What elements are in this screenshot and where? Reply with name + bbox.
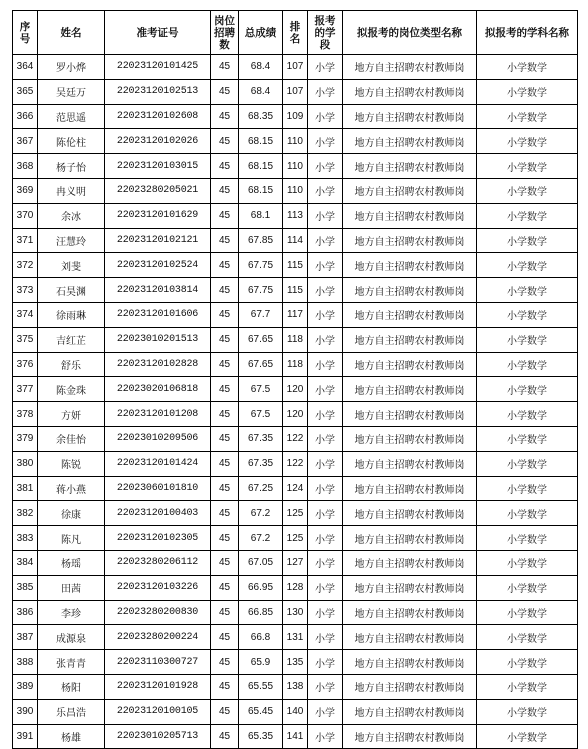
cell-seq: 387 — [13, 625, 38, 650]
cell-posts: 45 — [211, 526, 239, 551]
cell-score: 67.7 — [239, 302, 283, 327]
cell-name: 罗小烨 — [38, 55, 105, 80]
table-row — [13, 550, 578, 575]
table-row — [13, 129, 578, 154]
cell-score: 67.5 — [239, 377, 283, 402]
cell-name: 汪慧玲 — [38, 228, 105, 253]
cell-name: 陈凡 — [38, 526, 105, 551]
cell-post-type: 地方自主招聘农村教师岗 — [343, 674, 477, 699]
cell-score: 67.2 — [239, 526, 283, 551]
cell-stage: 小学 — [308, 625, 343, 650]
cell-score: 66.85 — [239, 600, 283, 625]
header-score: 总成绩 — [239, 11, 283, 55]
cell-rank: 122 — [283, 451, 308, 476]
cell-rank: 141 — [283, 724, 308, 749]
cell-post-type: 地方自主招聘农村教师岗 — [343, 278, 477, 303]
cell-subject: 小学数学 — [477, 699, 578, 724]
cell-subject: 小学数学 — [477, 228, 578, 253]
cell-posts: 45 — [211, 724, 239, 749]
results-table — [12, 10, 578, 749]
cell-subject: 小学数学 — [477, 104, 578, 129]
cell-stage: 小学 — [308, 278, 343, 303]
cell-exam-id: 22023120101606 — [105, 302, 211, 327]
cell-post-type: 地方自主招聘农村教师岗 — [343, 402, 477, 427]
table-row — [13, 178, 578, 203]
table-row — [13, 402, 578, 427]
cell-posts: 45 — [211, 55, 239, 80]
cell-subject: 小学数学 — [477, 600, 578, 625]
cell-score: 68.4 — [239, 79, 283, 104]
cell-posts: 45 — [211, 228, 239, 253]
cell-stage: 小学 — [308, 203, 343, 228]
cell-score: 67.65 — [239, 352, 283, 377]
table-row — [13, 476, 578, 501]
cell-rank: 127 — [283, 550, 308, 575]
cell-exam-id: 22023120103226 — [105, 575, 211, 600]
cell-name: 范思遥 — [38, 104, 105, 129]
cell-exam-id: 22023120102828 — [105, 352, 211, 377]
header-stage: 报考的学段 — [308, 11, 343, 55]
table-row — [13, 650, 578, 675]
cell-exam-id: 22023110300727 — [105, 650, 211, 675]
cell-post-type: 地方自主招聘农村教师岗 — [343, 426, 477, 451]
cell-exam-id: 22023120101208 — [105, 402, 211, 427]
cell-stage: 小学 — [308, 129, 343, 154]
table-row — [13, 228, 578, 253]
cell-name: 蒋小燕 — [38, 476, 105, 501]
cell-score: 67.35 — [239, 451, 283, 476]
cell-stage: 小学 — [308, 104, 343, 129]
cell-rank: 131 — [283, 625, 308, 650]
cell-stage: 小学 — [308, 154, 343, 179]
cell-seq: 366 — [13, 104, 38, 129]
cell-post-type: 地方自主招聘农村教师岗 — [343, 699, 477, 724]
cell-posts: 45 — [211, 699, 239, 724]
cell-exam-id: 22023120100105 — [105, 699, 211, 724]
cell-rank: 125 — [283, 501, 308, 526]
cell-seq: 368 — [13, 154, 38, 179]
table-row — [13, 674, 578, 699]
cell-score: 67.65 — [239, 327, 283, 352]
cell-subject: 小学数学 — [477, 352, 578, 377]
header-row — [13, 11, 578, 55]
cell-subject: 小学数学 — [477, 302, 578, 327]
cell-posts: 45 — [211, 129, 239, 154]
cell-stage: 小学 — [308, 426, 343, 451]
table-row — [13, 154, 578, 179]
cell-seq: 377 — [13, 377, 38, 402]
cell-name: 成源泉 — [38, 625, 105, 650]
cell-subject: 小学数学 — [477, 178, 578, 203]
cell-rank: 109 — [283, 104, 308, 129]
cell-posts: 45 — [211, 377, 239, 402]
cell-subject: 小学数学 — [477, 203, 578, 228]
cell-exam-id: 22023010205713 — [105, 724, 211, 749]
cell-subject: 小学数学 — [477, 253, 578, 278]
cell-subject: 小学数学 — [477, 674, 578, 699]
cell-subject: 小学数学 — [477, 650, 578, 675]
cell-rank: 128 — [283, 575, 308, 600]
cell-subject: 小学数学 — [477, 575, 578, 600]
cell-posts: 45 — [211, 501, 239, 526]
cell-subject: 小学数学 — [477, 550, 578, 575]
cell-score: 67.5 — [239, 402, 283, 427]
table-row — [13, 426, 578, 451]
cell-subject: 小学数学 — [477, 426, 578, 451]
cell-rank: 110 — [283, 178, 308, 203]
cell-name: 张青青 — [38, 650, 105, 675]
cell-score: 68.15 — [239, 129, 283, 154]
cell-rank: 120 — [283, 377, 308, 402]
cell-seq: 390 — [13, 699, 38, 724]
cell-score: 67.75 — [239, 278, 283, 303]
cell-name: 徐雨琳 — [38, 302, 105, 327]
cell-subject: 小学数学 — [477, 154, 578, 179]
cell-name: 余佳怡 — [38, 426, 105, 451]
cell-rank: 114 — [283, 228, 308, 253]
cell-exam-id: 22023120101629 — [105, 203, 211, 228]
cell-rank: 118 — [283, 327, 308, 352]
cell-subject: 小学数学 — [477, 625, 578, 650]
cell-stage: 小学 — [308, 575, 343, 600]
cell-score: 68.4 — [239, 55, 283, 80]
table-row — [13, 104, 578, 129]
table-row — [13, 327, 578, 352]
cell-subject: 小学数学 — [477, 377, 578, 402]
cell-stage: 小学 — [308, 451, 343, 476]
cell-post-type: 地方自主招聘农村教师岗 — [343, 575, 477, 600]
cell-post-type: 地方自主招聘农村教师岗 — [343, 228, 477, 253]
table-row — [13, 79, 578, 104]
cell-subject: 小学数学 — [477, 501, 578, 526]
cell-seq: 379 — [13, 426, 38, 451]
cell-seq: 388 — [13, 650, 38, 675]
cell-exam-id: 22023120102608 — [105, 104, 211, 129]
cell-stage: 小学 — [308, 600, 343, 625]
cell-post-type: 地方自主招聘农村教师岗 — [343, 203, 477, 228]
cell-name: 方妍 — [38, 402, 105, 427]
cell-post-type: 地方自主招聘农村教师岗 — [343, 104, 477, 129]
header-rank: 排名 — [283, 11, 308, 55]
cell-post-type: 地方自主招聘农村教师岗 — [343, 600, 477, 625]
table-row — [13, 55, 578, 80]
cell-subject: 小学数学 — [477, 476, 578, 501]
header-subject: 拟报考的学科名称 — [477, 11, 578, 55]
cell-rank: 115 — [283, 278, 308, 303]
cell-stage: 小学 — [308, 550, 343, 575]
cell-seq: 378 — [13, 402, 38, 427]
cell-seq: 385 — [13, 575, 38, 600]
cell-stage: 小学 — [308, 79, 343, 104]
cell-subject: 小学数学 — [477, 451, 578, 476]
cell-posts: 45 — [211, 178, 239, 203]
cell-exam-id: 22023010201513 — [105, 327, 211, 352]
cell-exam-id: 22023280205021 — [105, 178, 211, 203]
cell-stage: 小学 — [308, 476, 343, 501]
cell-seq: 374 — [13, 302, 38, 327]
cell-posts: 45 — [211, 674, 239, 699]
cell-exam-id: 22023120103814 — [105, 278, 211, 303]
table-row — [13, 278, 578, 303]
cell-seq: 384 — [13, 550, 38, 575]
cell-exam-id: 22023120101928 — [105, 674, 211, 699]
cell-posts: 45 — [211, 302, 239, 327]
cell-posts: 45 — [211, 154, 239, 179]
cell-rank: 110 — [283, 129, 308, 154]
cell-subject: 小学数学 — [477, 526, 578, 551]
cell-name: 杨雄 — [38, 724, 105, 749]
cell-name: 杨瑶 — [38, 550, 105, 575]
cell-score: 65.55 — [239, 674, 283, 699]
cell-name: 舒乐 — [38, 352, 105, 377]
cell-stage: 小学 — [308, 377, 343, 402]
cell-post-type: 地方自主招聘农村教师岗 — [343, 476, 477, 501]
table-row — [13, 724, 578, 749]
cell-post-type: 地方自主招聘农村教师岗 — [343, 377, 477, 402]
cell-score: 67.2 — [239, 501, 283, 526]
cell-rank: 140 — [283, 699, 308, 724]
cell-subject: 小学数学 — [477, 402, 578, 427]
cell-name: 陈锐 — [38, 451, 105, 476]
cell-posts: 45 — [211, 600, 239, 625]
header-seq: 序号 — [13, 11, 38, 55]
cell-exam-id: 22023120100403 — [105, 501, 211, 526]
cell-name: 杨阳 — [38, 674, 105, 699]
cell-exam-id: 22023010209506 — [105, 426, 211, 451]
cell-posts: 45 — [211, 278, 239, 303]
table-row — [13, 501, 578, 526]
cell-stage: 小学 — [308, 724, 343, 749]
cell-post-type: 地方自主招聘农村教师岗 — [343, 501, 477, 526]
cell-rank: 120 — [283, 402, 308, 427]
cell-exam-id: 22023120103015 — [105, 154, 211, 179]
cell-subject: 小学数学 — [477, 327, 578, 352]
cell-subject: 小学数学 — [477, 724, 578, 749]
cell-post-type: 地方自主招聘农村教师岗 — [343, 302, 477, 327]
cell-posts: 45 — [211, 625, 239, 650]
cell-name: 吴廷万 — [38, 79, 105, 104]
cell-stage: 小学 — [308, 650, 343, 675]
cell-post-type: 地方自主招聘农村教师岗 — [343, 55, 477, 80]
table-row — [13, 699, 578, 724]
cell-post-type: 地方自主招聘农村教师岗 — [343, 79, 477, 104]
cell-posts: 45 — [211, 253, 239, 278]
cell-posts: 45 — [211, 575, 239, 600]
cell-seq: 386 — [13, 600, 38, 625]
cell-exam-id: 22023120102524 — [105, 253, 211, 278]
cell-posts: 45 — [211, 426, 239, 451]
cell-post-type: 地方自主招聘农村教师岗 — [343, 724, 477, 749]
cell-score: 65.45 — [239, 699, 283, 724]
cell-posts: 45 — [211, 352, 239, 377]
cell-post-type: 地方自主招聘农村教师岗 — [343, 129, 477, 154]
cell-seq: 370 — [13, 203, 38, 228]
cell-seq: 367 — [13, 129, 38, 154]
cell-post-type: 地方自主招聘农村教师岗 — [343, 625, 477, 650]
cell-seq: 382 — [13, 501, 38, 526]
cell-seq: 376 — [13, 352, 38, 377]
cell-posts: 45 — [211, 327, 239, 352]
cell-stage: 小学 — [308, 526, 343, 551]
cell-rank: 110 — [283, 154, 308, 179]
cell-stage: 小学 — [308, 253, 343, 278]
cell-seq: 389 — [13, 674, 38, 699]
cell-name: 李珍 — [38, 600, 105, 625]
cell-seq: 380 — [13, 451, 38, 476]
cell-stage: 小学 — [308, 228, 343, 253]
cell-post-type: 地方自主招聘农村教师岗 — [343, 451, 477, 476]
cell-score: 66.8 — [239, 625, 283, 650]
cell-seq: 375 — [13, 327, 38, 352]
cell-subject: 小学数学 — [477, 79, 578, 104]
cell-seq: 391 — [13, 724, 38, 749]
cell-rank: 107 — [283, 55, 308, 80]
header-posts: 岗位招聘数 — [211, 11, 239, 55]
cell-posts: 45 — [211, 402, 239, 427]
cell-name: 余冰 — [38, 203, 105, 228]
cell-stage: 小学 — [308, 327, 343, 352]
cell-stage: 小学 — [308, 55, 343, 80]
cell-score: 67.05 — [239, 550, 283, 575]
cell-rank: 125 — [283, 526, 308, 551]
cell-rank: 122 — [283, 426, 308, 451]
cell-exam-id: 22023120102513 — [105, 79, 211, 104]
cell-seq: 383 — [13, 526, 38, 551]
cell-score: 68.15 — [239, 154, 283, 179]
cell-rank: 113 — [283, 203, 308, 228]
cell-rank: 118 — [283, 352, 308, 377]
cell-exam-id: 22023120102026 — [105, 129, 211, 154]
cell-stage: 小学 — [308, 699, 343, 724]
cell-exam-id: 22023060101810 — [105, 476, 211, 501]
table-row — [13, 203, 578, 228]
cell-subject: 小学数学 — [477, 129, 578, 154]
table-row — [13, 625, 578, 650]
cell-rank: 135 — [283, 650, 308, 675]
cell-post-type: 地方自主招聘农村教师岗 — [343, 154, 477, 179]
cell-score: 67.75 — [239, 253, 283, 278]
table-row — [13, 377, 578, 402]
cell-exam-id: 22023280200830 — [105, 600, 211, 625]
table-body — [13, 55, 578, 749]
cell-score: 67.85 — [239, 228, 283, 253]
cell-seq: 371 — [13, 228, 38, 253]
cell-stage: 小学 — [308, 402, 343, 427]
cell-stage: 小学 — [308, 302, 343, 327]
cell-score: 65.9 — [239, 650, 283, 675]
cell-exam-id: 22023120102305 — [105, 526, 211, 551]
table-row — [13, 600, 578, 625]
cell-seq: 372 — [13, 253, 38, 278]
cell-score: 67.25 — [239, 476, 283, 501]
cell-exam-id: 22023020106818 — [105, 377, 211, 402]
cell-rank: 138 — [283, 674, 308, 699]
cell-rank: 107 — [283, 79, 308, 104]
cell-seq: 365 — [13, 79, 38, 104]
table-header — [13, 11, 578, 55]
cell-score: 67.35 — [239, 426, 283, 451]
cell-stage: 小学 — [308, 674, 343, 699]
cell-name: 陈伦柱 — [38, 129, 105, 154]
cell-rank: 130 — [283, 600, 308, 625]
cell-name: 徐康 — [38, 501, 105, 526]
header-name: 姓名 — [38, 11, 105, 55]
cell-rank: 117 — [283, 302, 308, 327]
cell-score: 68.1 — [239, 203, 283, 228]
cell-stage: 小学 — [308, 501, 343, 526]
cell-seq: 381 — [13, 476, 38, 501]
cell-post-type: 地方自主招聘农村教师岗 — [343, 526, 477, 551]
cell-seq: 373 — [13, 278, 38, 303]
cell-exam-id: 22023280200224 — [105, 625, 211, 650]
header-exam-id: 准考证号 — [105, 11, 211, 55]
cell-name: 石昊渊 — [38, 278, 105, 303]
cell-post-type: 地方自主招聘农村教师岗 — [343, 650, 477, 675]
cell-post-type: 地方自主招聘农村教师岗 — [343, 327, 477, 352]
cell-score: 68.15 — [239, 178, 283, 203]
cell-post-type: 地方自主招聘农村教师岗 — [343, 178, 477, 203]
table-row — [13, 526, 578, 551]
cell-rank: 124 — [283, 476, 308, 501]
cell-name: 乐昌浩 — [38, 699, 105, 724]
cell-seq: 369 — [13, 178, 38, 203]
cell-score: 68.35 — [239, 104, 283, 129]
table-row — [13, 253, 578, 278]
table-row — [13, 302, 578, 327]
table-row — [13, 352, 578, 377]
table-row — [13, 575, 578, 600]
cell-post-type: 地方自主招聘农村教师岗 — [343, 550, 477, 575]
cell-name: 杨子怡 — [38, 154, 105, 179]
cell-name: 刘斐 — [38, 253, 105, 278]
cell-posts: 45 — [211, 650, 239, 675]
cell-subject: 小学数学 — [477, 55, 578, 80]
cell-exam-id: 22023120101425 — [105, 55, 211, 80]
cell-score: 65.35 — [239, 724, 283, 749]
cell-stage: 小学 — [308, 352, 343, 377]
cell-posts: 45 — [211, 451, 239, 476]
cell-name: 吉红芷 — [38, 327, 105, 352]
cell-posts: 45 — [211, 203, 239, 228]
cell-name: 田茜 — [38, 575, 105, 600]
cell-post-type: 地方自主招聘农村教师岗 — [343, 352, 477, 377]
cell-seq: 364 — [13, 55, 38, 80]
cell-name: 陈金珠 — [38, 377, 105, 402]
cell-posts: 45 — [211, 104, 239, 129]
cell-exam-id: 22023280206112 — [105, 550, 211, 575]
cell-exam-id: 22023120102121 — [105, 228, 211, 253]
cell-subject: 小学数学 — [477, 278, 578, 303]
cell-exam-id: 22023120101424 — [105, 451, 211, 476]
cell-posts: 45 — [211, 476, 239, 501]
cell-posts: 45 — [211, 550, 239, 575]
header-post-type: 拟报考的岗位类型名称 — [343, 11, 477, 55]
cell-stage: 小学 — [308, 178, 343, 203]
cell-posts: 45 — [211, 79, 239, 104]
cell-rank: 115 — [283, 253, 308, 278]
cell-name: 冉义明 — [38, 178, 105, 203]
cell-score: 66.95 — [239, 575, 283, 600]
table-row — [13, 451, 578, 476]
cell-post-type: 地方自主招聘农村教师岗 — [343, 253, 477, 278]
